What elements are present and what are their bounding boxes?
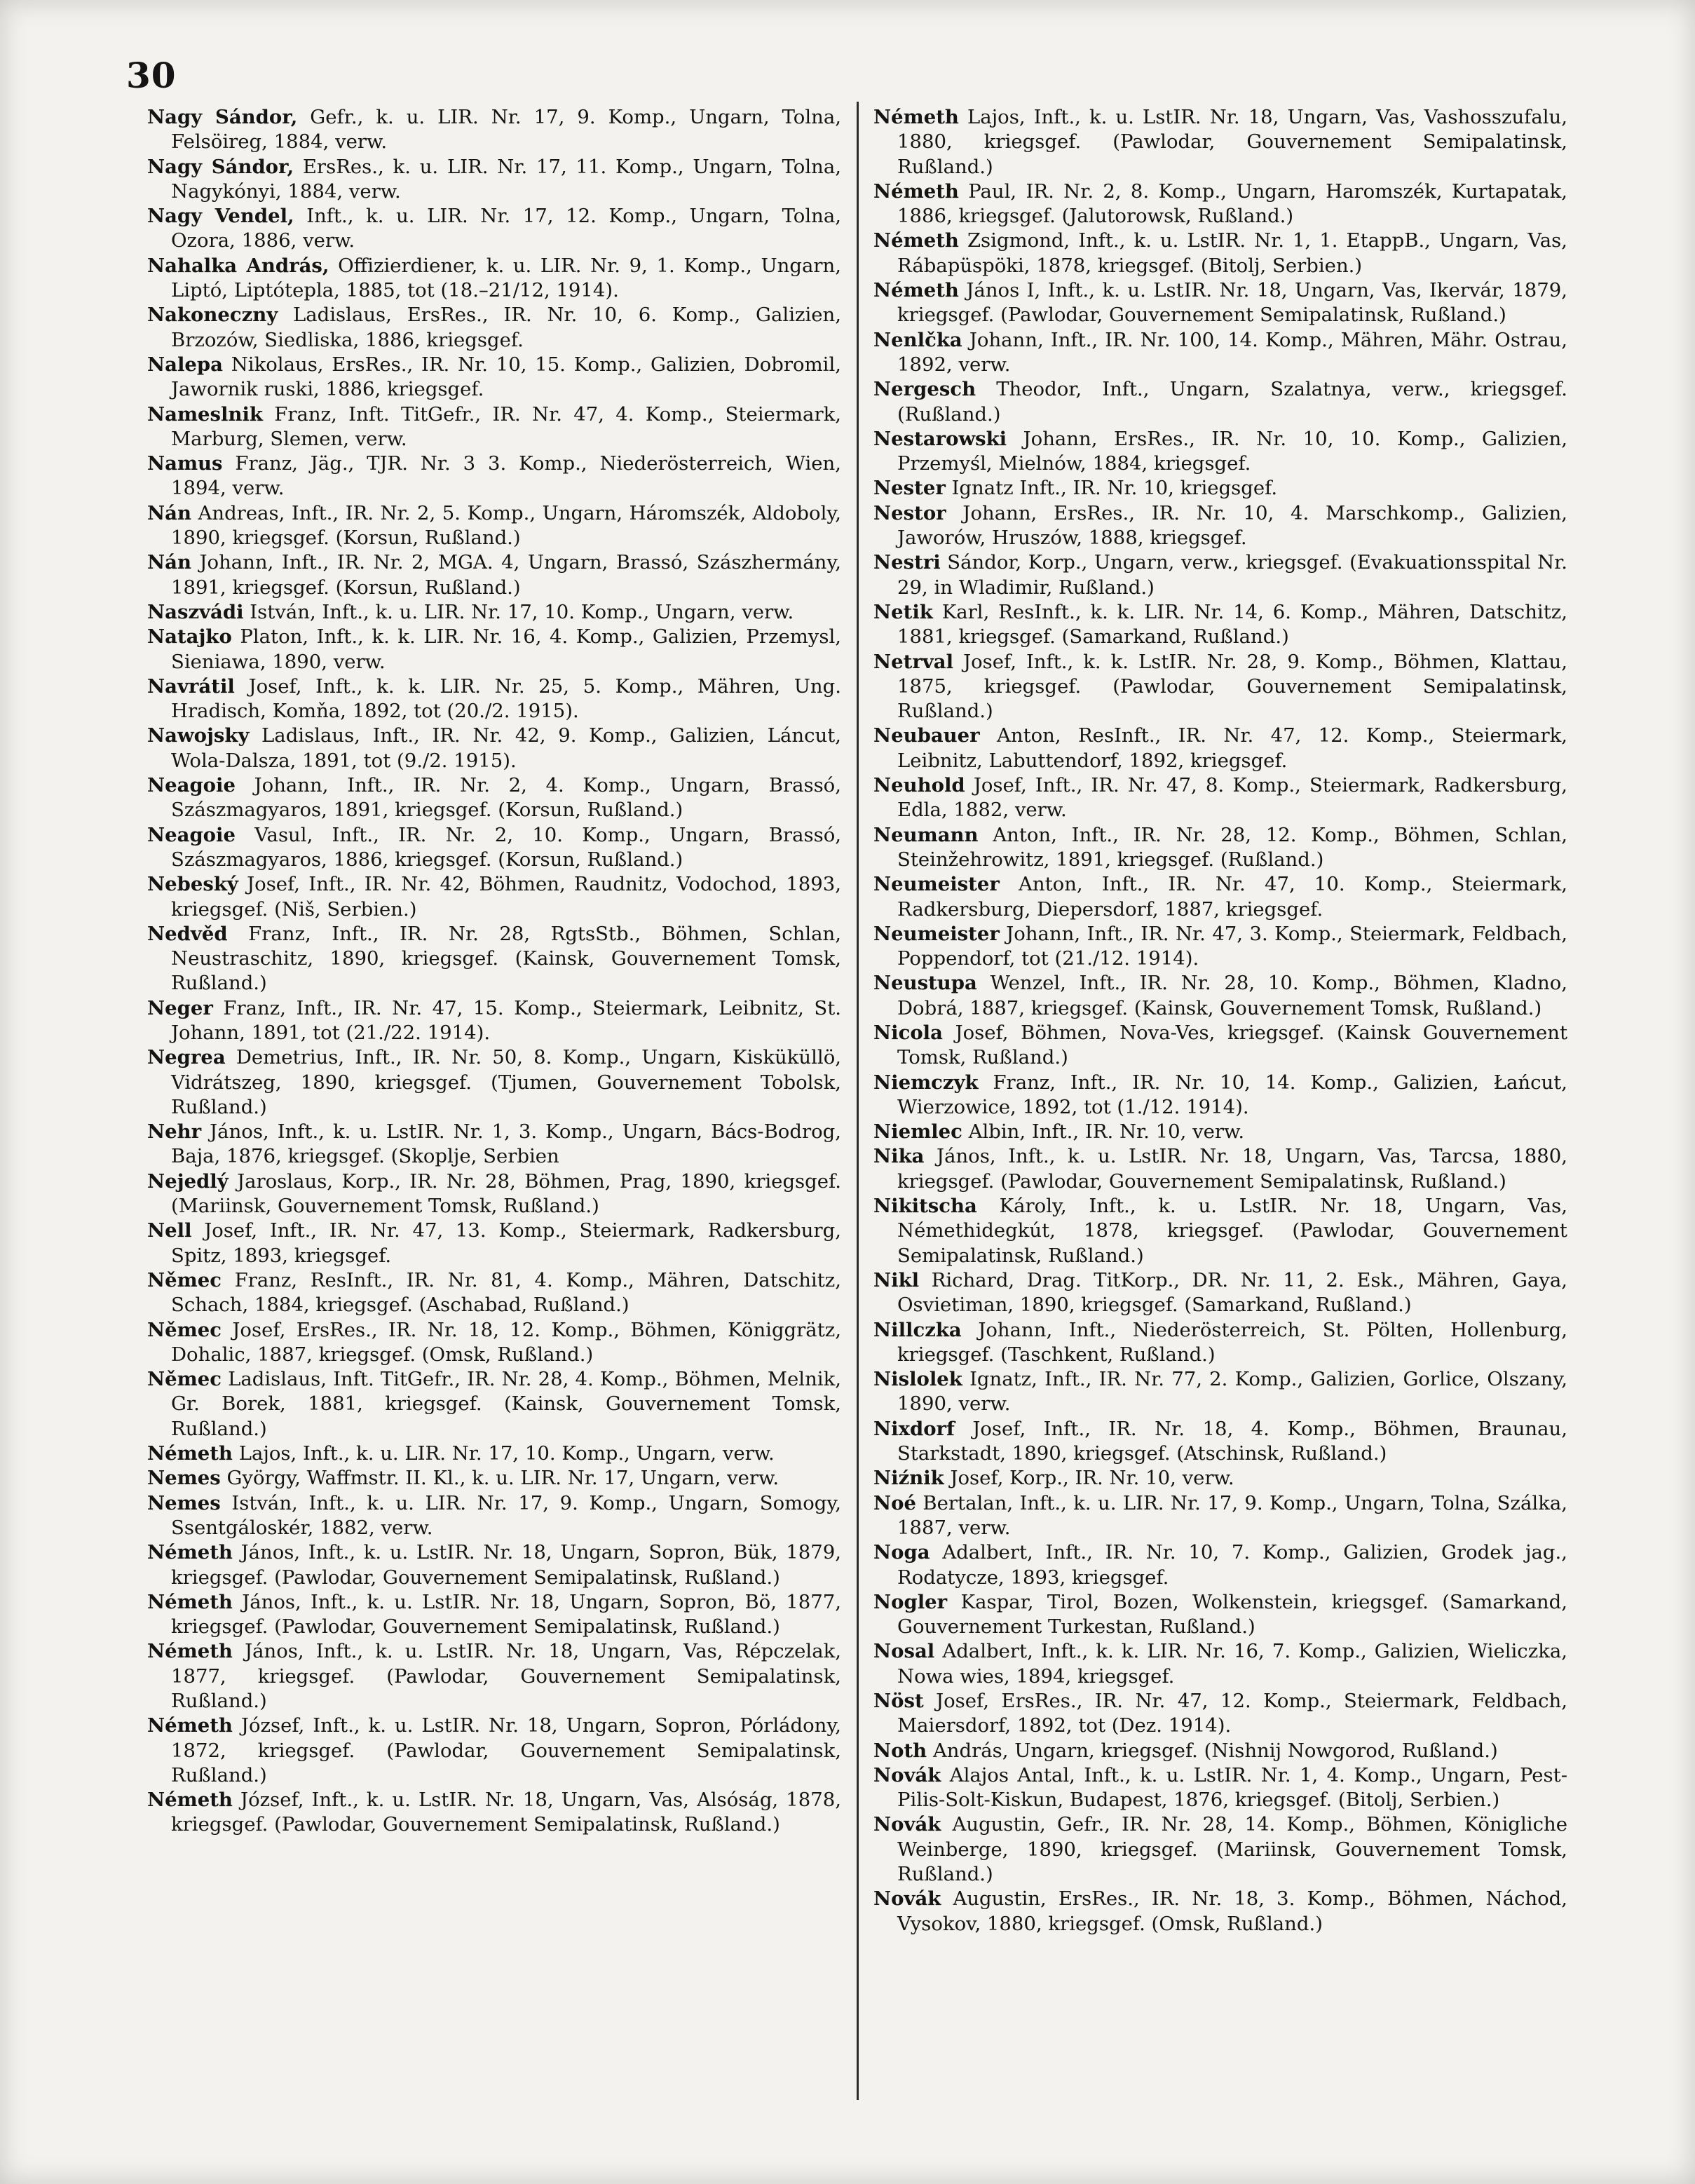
entry-details: István, Inft., k. u. LIR. Nr. 17, 10. Komp., Ungarn, verw. bbox=[250, 600, 794, 623]
entry-name: Neumeister bbox=[873, 873, 1000, 896]
entry-details: Paul, IR. Nr. 2, 8. Komp., Ungarn, Haromszék, Kurtapatak, 1886, kriegsgef. (Jalutorowsk, Rußland.) bbox=[897, 179, 1567, 228]
entry-details: Adalbert, Inft., k. k. LIR. Nr. 16, 7. Komp., Galizien, Wieliczka, Nowa wies, 1894, kriegsgef. bbox=[897, 1640, 1567, 1688]
entry-details: Franz, Inft., IR. Nr. 28, RgtsStb., Böhmen, Schlan, Neustraschitz, 1890, kriegsgef. (Kainsk, Gouvernement Tomsk, Rußland.) bbox=[171, 922, 841, 995]
list-entry bbox=[147, 1714, 841, 1788]
entry-details: János I, Inft., k. u. LstIR. Nr. 18, Ungarn, Vas, Ikervár, 1879, kriegsgef. (Pawlodar, Gouvernement Semipalatinsk, Rußland.) bbox=[897, 279, 1567, 327]
list-entry bbox=[147, 600, 841, 625]
entry-details: ErsRes., k. u. LIR. Nr. 17, 11. Komp., Ungarn, Tolna, Nagykónyi, 1884, verw. bbox=[171, 155, 841, 203]
entry-details: Franz, Inft., IR. Nr. 47, 15. Komp., Steiermark, Leibnitz, St. Johann, 1891, tot (21./22. 1914). bbox=[171, 996, 841, 1044]
list-entry bbox=[873, 328, 1567, 378]
page-number: 30 bbox=[126, 55, 177, 96]
entry-name: Neubauer bbox=[873, 724, 980, 747]
entry-name: Nahalka András, bbox=[147, 254, 329, 277]
list-entry bbox=[873, 724, 1567, 773]
list-entry bbox=[147, 1639, 841, 1714]
entry-name: Nedvěd bbox=[147, 922, 228, 945]
list-entry bbox=[147, 204, 841, 254]
entry-details: Franz, ResInft., IR. Nr. 81, 4. Komp., Mähren, Datschitz, Schach, 1884, kriegsgef. (Aschabad, Rußland.) bbox=[171, 1268, 841, 1317]
entry-name: Nislolek bbox=[873, 1368, 962, 1391]
entry-name: Neustupa bbox=[873, 972, 977, 995]
entry-details: Platon, Inft., k. k. LIR. Nr. 16, 4. Komp., Galizien, Przemysl, Sieniawa, 1890, verw. bbox=[171, 625, 841, 673]
list-entry bbox=[147, 1219, 841, 1268]
entry-details: Sándor, Korp., Ungarn, verw., kriegsgef. (Evakuationsspital Nr. 29, in Wladimir, Rußland.) bbox=[897, 551, 1567, 599]
entry-details: Ignatz Inft., IR. Nr. 10, kriegsgef. bbox=[951, 477, 1278, 500]
entry-name: Németh bbox=[873, 229, 959, 252]
entry-name: Nestri bbox=[873, 551, 941, 574]
list-entry bbox=[873, 1689, 1567, 1739]
entry-name: Nejedlý bbox=[147, 1169, 229, 1193]
entry-name: Nikl bbox=[873, 1268, 920, 1291]
list-entry bbox=[873, 501, 1567, 551]
entry-details: Josef, ErsRes., IR. Nr. 47, 12. Komp., Steiermark, Feldbach, Maiersdorf, 1892, tot (Dez. 1914). bbox=[897, 1690, 1567, 1737]
entry-name: Neumeister bbox=[873, 922, 1000, 945]
list-entry bbox=[873, 971, 1567, 1021]
column-divider bbox=[857, 102, 859, 2100]
list-entry bbox=[873, 1318, 1567, 1368]
list-entry bbox=[873, 1763, 1567, 1813]
entry-details: Vasul, Inft., IR. Nr. 2, 10. Komp., Ungarn, Brassó, Szászmagyaros, 1886, kriegsgef. (Korsun, Rußland.) bbox=[171, 823, 841, 871]
list-entry bbox=[873, 1268, 1567, 1318]
list-entry bbox=[873, 1739, 1567, 1763]
entry-details: Theodor, Inft., Ungarn, Szalatnya, verw., kriegsgef. (Rußland.) bbox=[897, 378, 1567, 426]
list-entry bbox=[147, 1540, 841, 1590]
list-entry bbox=[873, 1021, 1567, 1071]
entry-name: Negrea bbox=[147, 1046, 226, 1069]
entry-details: Josef, Inft., IR. Nr. 47, 13. Komp., Steiermark, Radkersburg, Spitz, 1893, kriegsgef. bbox=[171, 1219, 841, 1267]
entry-details: Josef, Böhmen, Nova-Ves, kriegsgef. (Kainsk Gouvernement Tomsk, Rußland.) bbox=[897, 1021, 1567, 1069]
entry-name: Németh bbox=[147, 1442, 233, 1465]
list-entry bbox=[147, 1590, 841, 1640]
entry-details: Anton, Inft., IR. Nr. 28, 12. Komp., Böhmen, Schlan, Steinžehrowitz, 1891, kriegsgef. (Rußland.) bbox=[897, 823, 1567, 871]
entry-name: Nell bbox=[147, 1219, 192, 1242]
entry-name: Nogler bbox=[873, 1590, 948, 1613]
list-entry bbox=[873, 600, 1567, 650]
list-entry bbox=[147, 105, 841, 155]
list-entry bbox=[873, 1590, 1567, 1640]
entry-name: Noé bbox=[873, 1491, 916, 1514]
entry-name: Neger bbox=[147, 996, 213, 1019]
entry-details: Demetrius, Inft., IR. Nr. 50, 8. Komp., Ungarn, Kisküküllö, Vidrátszeg, 1890, kriegsgef. (Tjumen, Gouvernement Tobolsk, Rußland.) bbox=[171, 1046, 841, 1118]
entry-name: Novák bbox=[873, 1887, 941, 1911]
entry-name: Németh bbox=[873, 179, 959, 203]
list-entry bbox=[147, 402, 841, 452]
entry-details: János, Inft., k. u. LstIR. Nr. 1, 3. Komp., Ungarn, Bács-Bodrog, Baja, 1876, kriegsgef. (Skoplje, Serbien bbox=[171, 1120, 842, 1168]
list-entry bbox=[147, 1169, 841, 1219]
list-entry bbox=[147, 303, 841, 353]
entry-name: Niemczyk bbox=[873, 1071, 979, 1094]
list-entry bbox=[147, 674, 841, 724]
entry-name: Nixdorf bbox=[873, 1417, 955, 1440]
entry-details: István, Inft., k. u. LIR. Nr. 17, 9. Komp., Ungarn, Somogy, Ssentgáloskér, 1882, verw. bbox=[171, 1491, 841, 1539]
entry-name: Nergesch bbox=[873, 378, 976, 401]
entry-details: Gefr., k. u. LIR. Nr. 17, 9. Komp., Ungarn, Tolna, Felsöireg, 1884, verw. bbox=[171, 106, 841, 154]
entry-name: Nakoneczny bbox=[147, 304, 278, 327]
list-entry bbox=[147, 1268, 841, 1318]
entry-name: Nestarowski bbox=[873, 427, 1007, 450]
entry-name: Nemes bbox=[147, 1491, 221, 1514]
entry-details: Johann, Inft., IR. Nr. 2, MGA. 4, Ungarn, Brassó, Szászhermány, 1891, kriegsgef. (Korsun, Rußland.) bbox=[171, 551, 841, 599]
entry-name: Němec bbox=[147, 1318, 222, 1341]
list-entry bbox=[873, 1466, 1567, 1491]
entry-details: Wenzel, Inft., IR. Nr. 28, 10. Komp., Böhmen, Kladno, Dobrá, 1887, kriegsgef. (Kainsk, Gouvernement Tomsk, Rußland.) bbox=[897, 972, 1567, 1019]
list-entry bbox=[873, 1540, 1567, 1590]
entry-name: Németh bbox=[147, 1640, 233, 1663]
entry-details: Johann, Inft., Niederösterreich, St. Pölten, Hollenburg, kriegsgef. (Taschkent, Rußland.) bbox=[897, 1318, 1567, 1366]
entry-name: Németh bbox=[873, 279, 959, 302]
list-entry bbox=[147, 872, 841, 922]
entry-name: Niemlec bbox=[873, 1120, 962, 1144]
entry-details: Josef, Inft., IR. Nr. 47, 8. Komp., Steiermark, Radkersburg, Edla, 1882, verw. bbox=[897, 774, 1567, 822]
entry-details: Johann, Inft., IR. Nr. 100, 14. Komp., Mähren, Mähr. Ostrau, 1892, verw. bbox=[897, 328, 1567, 376]
list-entry bbox=[873, 476, 1567, 501]
entry-name: Nosal bbox=[873, 1640, 935, 1663]
list-entry bbox=[873, 773, 1567, 823]
entry-name: Niźnik bbox=[873, 1467, 944, 1490]
list-entry bbox=[147, 155, 841, 205]
list-entry bbox=[873, 1144, 1567, 1194]
list-entry bbox=[873, 1812, 1567, 1887]
entry-name: Netik bbox=[873, 600, 933, 623]
list-entry bbox=[873, 1120, 1567, 1144]
entry-details: János, Inft., k. u. LstIR. Nr. 18, Ungarn, Vas, Répczelak, 1877, kriegsgef. (Pawlodar, Gouvernement Semipalatinsk, Rußland.) bbox=[171, 1640, 841, 1712]
entry-details: Kaspar, Tirol, Bozen, Wolkenstein, kriegsgef. (Samarkand, Gouvernement Turkestan, Rußland.) bbox=[897, 1590, 1567, 1639]
list-entry bbox=[873, 922, 1567, 972]
list-entry bbox=[873, 278, 1567, 328]
entry-name: Nehr bbox=[147, 1120, 202, 1144]
entry-details: Franz, Jäg., TJR. Nr. 3 3. Komp., Niederösterreich, Wien, 1894, verw. bbox=[171, 452, 841, 500]
entry-details: Augustin, ErsRes., IR. Nr. 18, 3. Komp., Böhmen, Náchod, Vysokov, 1880, kriegsgef. (Omsk, Rußland.) bbox=[897, 1887, 1567, 1935]
entry-name: Nemes bbox=[147, 1467, 221, 1490]
entry-name: Nebeský bbox=[147, 873, 238, 896]
list-entry bbox=[147, 773, 841, 823]
entry-details: Lajos, Inft., k. u. LIR. Nr. 17, 10. Komp., Ungarn, verw. bbox=[238, 1442, 775, 1465]
entry-name: Németh bbox=[147, 1714, 233, 1737]
entry-details: Ladislaus, ErsRes., IR. Nr. 10, 6. Komp., Galizien, Brzozów, Siedliska, 1886, kriegsgef. bbox=[171, 304, 841, 351]
entry-name: Neagoie bbox=[147, 823, 236, 846]
entry-name: Namus bbox=[147, 452, 223, 475]
list-entry bbox=[147, 996, 841, 1046]
list-entry bbox=[147, 1318, 841, 1368]
entry-name: Nagy Vendel, bbox=[147, 205, 294, 228]
entry-details: Andreas, Inft., IR. Nr. 2, 5. Komp., Ungarn, Háromszék, Aldoboly, 1890, kriegsgef. (Korsun, Rußland.) bbox=[171, 501, 841, 550]
entry-details: Jaroslaus, Korp., IR. Nr. 28, Böhmen, Prag, 1890, kriegsgef. (Mariinsk, Gouvernement Tomsk, Rußland.) bbox=[171, 1169, 841, 1218]
entry-details: Johann, Inft., IR. Nr. 2, 4. Komp., Ungarn, Brassó, Szászmagyaros, 1891, kriegsgef. (Korsun, Rußland.) bbox=[171, 774, 841, 822]
entry-details: András, Ungarn, kriegsgef. (Nishnij Nowgorod, Rußland.) bbox=[932, 1739, 1498, 1762]
list-entry bbox=[873, 229, 1567, 278]
list-entry bbox=[873, 105, 1567, 179]
entry-details: János, Inft., k. u. LstIR. Nr. 18, Ungarn, Sopron, Bö, 1877, kriegsgef. (Pawlodar, Gouvernement Semipalatinsk, Rußland.) bbox=[171, 1590, 841, 1639]
entry-details: Zsigmond, Inft., k. u. LstIR. Nr. 1, 1. EtappB., Ungarn, Vas, Rábapüspöki, 1878, kriegsgef. (Bitolj, Serbien.) bbox=[897, 229, 1567, 277]
entry-details: József, Inft., k. u. LstIR. Nr. 18, Ungarn, Vas, Alsóság, 1878, kriegsgef. (Pawlodar, Gouvernement Semipalatinsk, Rußland.) bbox=[171, 1789, 841, 1836]
list-entry bbox=[147, 1491, 841, 1541]
entry-details: Anton, ResInft., IR. Nr. 47, 12. Komp., Steiermark, Leibnitz, Labuttendorf, 1892, kriegsgef. bbox=[897, 724, 1567, 772]
entry-details: Johann, ErsRes., IR. Nr. 10, 4. Marschkomp., Galizien, Jaworów, Hruszów, 1888, kriegsgef. bbox=[897, 501, 1567, 550]
list-entry bbox=[147, 501, 841, 551]
entry-name: Németh bbox=[147, 1789, 233, 1812]
entry-name: Nagy Sándor, bbox=[147, 155, 294, 178]
list-entry bbox=[147, 1045, 841, 1120]
entry-details: Johann, ErsRes., IR. Nr. 10, 10. Komp., Galizien, Przemyśl, Mielnów, 1884, kriegsgef. bbox=[897, 427, 1567, 475]
entry-details: Augustin, Gefr., IR. Nr. 28, 14. Komp., Böhmen, Königliche Weinberge, 1890, kriegsgef. (Mariinsk, Gouvernement Tomsk, Rußland.) bbox=[897, 1813, 1567, 1886]
entry-details: Josef, ErsRes., IR. Nr. 18, 12. Komp., Böhmen, Königgrätz, Dohalic, 1887, kriegsgef. (Omsk, Rußland.) bbox=[171, 1318, 841, 1366]
list-entry bbox=[147, 1442, 841, 1466]
entry-details: Franz, Inft. TitGefr., IR. Nr. 47, 4. Komp., Steiermark, Marburg, Slemen, verw. bbox=[171, 402, 841, 450]
entry-name: Němec bbox=[147, 1268, 222, 1291]
entry-details: Nikolaus, ErsRes., IR. Nr. 10, 15. Komp., Galizien, Dobromil, Jawornik ruski, 1886, kriegsgef. bbox=[171, 353, 841, 401]
entry-name: Naszvádi bbox=[147, 600, 244, 623]
list-entry bbox=[147, 922, 841, 996]
entry-name: Novák bbox=[873, 1763, 941, 1786]
entry-name: Nika bbox=[873, 1145, 925, 1168]
list-entry bbox=[873, 550, 1567, 600]
list-entry bbox=[873, 650, 1567, 724]
list-entry bbox=[147, 625, 841, 674]
list-entry bbox=[147, 1120, 841, 1169]
entry-name: Navrátil bbox=[147, 674, 235, 698]
list-entry bbox=[873, 1071, 1567, 1120]
entry-name: Natajko bbox=[147, 625, 232, 649]
entry-details: Franz, Inft., IR. Nr. 10, 14. Komp., Galizien, Łańcut, Wierzowice, 1892, tot (1./12. 1914). bbox=[897, 1071, 1567, 1118]
list-entry bbox=[873, 872, 1567, 922]
entry-details: Ladislaus, Inft., IR. Nr. 42, 9. Komp., Galizien, Láncut, Wola-Dalsza, 1891, tot (9./2. 1915). bbox=[171, 724, 841, 772]
entry-name: Nikitscha bbox=[873, 1195, 977, 1218]
list-entry bbox=[873, 823, 1567, 873]
list-entry bbox=[873, 1367, 1567, 1417]
entry-name: Nameslnik bbox=[147, 402, 263, 426]
entry-details: Offizierdiener, k. u. LIR. Nr. 9, 1. Komp., Ungarn, Liptó, Liptótepla, 1885, tot (18.–21/12, 1914). bbox=[171, 254, 841, 302]
entry-details: Karl, ResInft., k. k. LIR. Nr. 14, 6. Komp., Mähren, Datschitz, 1881, kriegsgef. (Samarkand, Rußland.) bbox=[897, 600, 1567, 649]
entry-name: Nillczka bbox=[873, 1318, 962, 1341]
list-entry bbox=[147, 353, 841, 402]
entry-name: Neuhold bbox=[873, 774, 965, 797]
entry-name: Netrval bbox=[873, 650, 954, 673]
entry-details: Lajos, Inft., k. u. LstIR. Nr. 18, Ungarn, Vas, Vashosszufalu, 1880, kriegsgef. (Pawlodar, Gouvernement Semipalatinsk, Rußland.) bbox=[897, 106, 1567, 178]
list-entry bbox=[873, 377, 1567, 427]
entry-name: Noga bbox=[873, 1541, 930, 1564]
list-entry bbox=[873, 1639, 1567, 1689]
entry-name: Neumann bbox=[873, 823, 979, 846]
list-entry bbox=[147, 1466, 841, 1491]
entry-name: Nawojsky bbox=[147, 724, 250, 747]
entry-details: Alajos Antal, Inft., k. u. LstIR. Nr. 1, 4. Komp., Ungarn, Pest-Pilis-Solt-Kiskun, Budapest, 1876, kriegsgef. (Bitolj, Serbien.) bbox=[897, 1763, 1568, 1812]
right-column bbox=[873, 105, 1567, 1937]
entry-name: Nöst bbox=[873, 1690, 924, 1712]
entry-details: Ladislaus, Inft. TitGefr., IR. Nr. 28, 4. Komp., Böhmen, Melnik, Gr. Borek, 1881, kriegsgef. (Kainsk, Gouvernement Tomsk, Rußland.) bbox=[171, 1368, 841, 1440]
entry-name: Nester bbox=[873, 477, 946, 500]
entry-name: Novák bbox=[873, 1813, 941, 1836]
entry-name: Nán bbox=[147, 501, 191, 524]
entry-details: Josef, Inft., IR. Nr. 42, Böhmen, Raudnitz, Vodochod, 1893, kriegsgef. (Niš, Serbien.) bbox=[171, 873, 841, 921]
entry-details: György, Waffmstr. II. Kl., k. u. LIR. Nr. 17, Ungarn, verw. bbox=[226, 1467, 780, 1490]
entry-details: József, Inft., k. u. LstIR. Nr. 18, Ungarn, Sopron, Pórládony, 1872, kriegsgef. (Pawlodar, Gouvernement Semipalatinsk, Rußland.) bbox=[171, 1714, 842, 1786]
entry-details: Adalbert, Inft., IR. Nr. 10, 7. Komp., Galizien, Grodek jag., Rodatycze, 1893, kriegsgef. bbox=[897, 1541, 1567, 1589]
entry-details: Josef, Inft., IR. Nr. 18, 4. Komp., Böhmen, Braunau, Starkstadt, 1890, kriegsgef. (Atschinsk, Rußland.) bbox=[897, 1417, 1567, 1465]
entry-name: Németh bbox=[147, 1590, 233, 1613]
entry-details: Johann, Inft., IR. Nr. 47, 3. Komp., Steiermark, Feldbach, Poppendorf, tot (21./12. 1914). bbox=[897, 922, 1567, 970]
entry-name: Nenlčka bbox=[873, 328, 962, 351]
list-entry bbox=[873, 179, 1567, 229]
entry-details: János, Inft., k. u. LstIR. Nr. 18, Ungarn, Vas, Tarcsa, 1880, kriegsgef. (Pawlodar, Gouvernement Semipalatinsk, Rußland.) bbox=[897, 1145, 1567, 1193]
entry-details: Josef, Inft., k. k. LIR. Nr. 25, 5. Komp., Mähren, Ung. Hradisch, Komňa, 1892, tot (20./2. 1915). bbox=[171, 674, 841, 723]
list-entry bbox=[873, 1194, 1567, 1268]
entry-details: Ignatz, Inft., IR. Nr. 77, 2. Komp., Galizien, Gorlice, Olszany, 1890, verw. bbox=[897, 1368, 1567, 1416]
list-entry bbox=[147, 1367, 841, 1442]
entry-name: Němec bbox=[147, 1368, 222, 1391]
list-entry bbox=[147, 724, 841, 773]
list-entry bbox=[147, 1788, 841, 1838]
list-entry bbox=[873, 1491, 1567, 1541]
entry-name: Noth bbox=[873, 1739, 927, 1762]
list-entry bbox=[873, 1887, 1567, 1937]
entry-details: Josef, Korp., IR. Nr. 10, verw. bbox=[950, 1467, 1234, 1490]
entry-details: Károly, Inft., k. u. LstIR. Nr. 18, Ungarn, Vas, Némethidegkút, 1878, kriegsgef. (Pawlodar, Gouvernement Semipalatinsk, Rußland.) bbox=[897, 1195, 1568, 1267]
entry-details: Bertalan, Inft., k. u. LIR. Nr. 17, 9. Komp., Ungarn, Tolna, Szálka, 1887, verw. bbox=[897, 1491, 1567, 1539]
entry-details: Albin, Inft., IR. Nr. 10, verw. bbox=[968, 1120, 1245, 1144]
entry-name: Nestor bbox=[873, 501, 946, 524]
entry-name: Neagoie bbox=[147, 774, 236, 797]
entry-details: Josef, Inft., k. k. LstIR. Nr. 28, 9. Komp., Böhmen, Klattau, 1875, kriegsgef. (Pawlodar, Gouvernement Semipalatinsk, Rußland.) bbox=[897, 650, 1567, 723]
entry-details: János, Inft., k. u. LstIR. Nr. 18, Ungarn, Sopron, Bük, 1879, kriegsgef. (Pawlodar, Gouvernement Semipalatinsk, Rußland.) bbox=[171, 1541, 841, 1589]
list-entry bbox=[147, 254, 841, 304]
entry-details: Richard, Drag. TitKorp., DR. Nr. 11, 2. Esk., Mähren, Gaya, Osvietiman, 1890, kriegsgef. (Samarkand, Rußland.) bbox=[897, 1268, 1567, 1317]
list-entry bbox=[873, 427, 1567, 477]
entry-name: Nagy Sándor, bbox=[147, 106, 298, 128]
entry-details: Anton, Inft., IR. Nr. 47, 10. Komp., Steiermark, Radkersburg, Diepersdorf, 1887, kriegsgef. bbox=[897, 873, 1567, 921]
left-column bbox=[147, 105, 841, 1838]
list-entry bbox=[873, 1417, 1567, 1467]
entry-name: Németh bbox=[873, 106, 959, 128]
entry-name: Nicola bbox=[873, 1021, 943, 1044]
entry-name: Németh bbox=[147, 1541, 233, 1564]
entry-name: Nalepa bbox=[147, 353, 223, 376]
list-entry bbox=[147, 550, 841, 600]
list-entry bbox=[147, 823, 841, 873]
entry-details: Inft., k. u. LIR. Nr. 17, 12. Komp., Ungarn, Tolna, Ozora, 1886, verw. bbox=[171, 205, 842, 252]
list-entry bbox=[147, 452, 841, 501]
entry-name: Nán bbox=[147, 551, 191, 574]
